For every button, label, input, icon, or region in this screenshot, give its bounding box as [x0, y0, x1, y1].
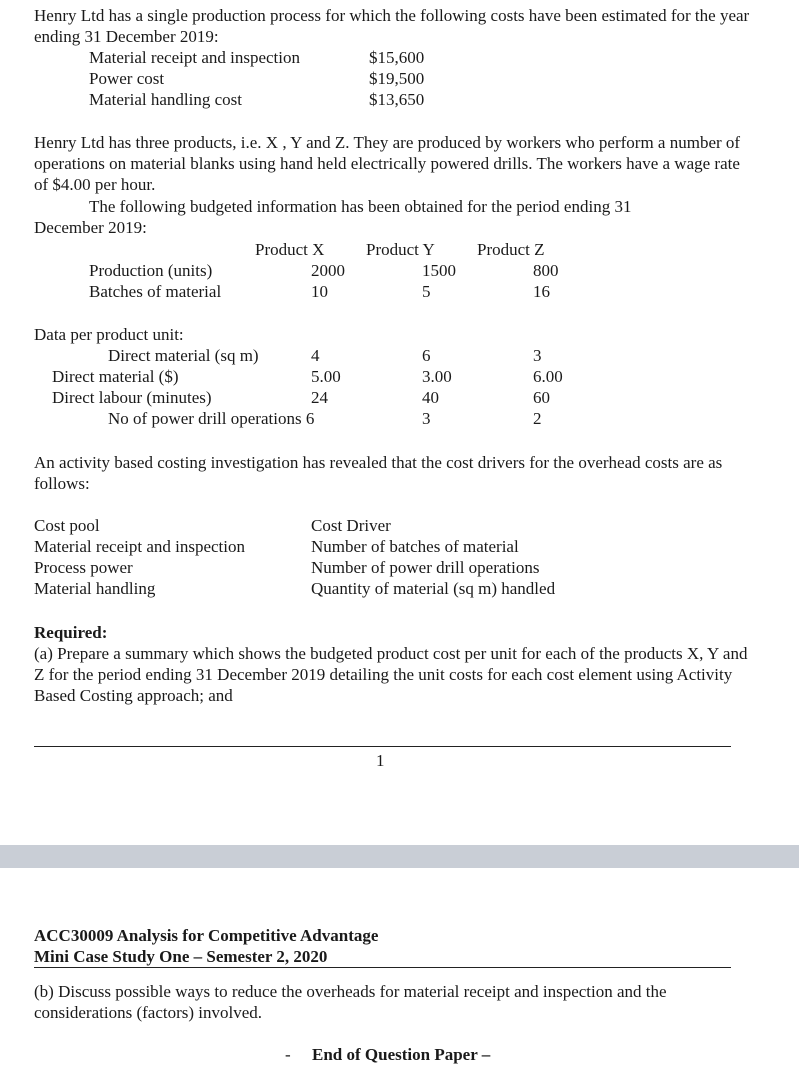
pool-receipt: Material receipt and inspection [34, 537, 245, 556]
batches-y: 5 [422, 282, 431, 301]
required-part-b: (b) Discuss possible ways to reduce the overheads for material receipt and inspection and the considerations (factors) involved. [34, 982, 667, 1022]
dm-sqm-x: 4 [311, 346, 320, 365]
end-dash: - [285, 1045, 291, 1064]
drill-ops-z: 2 [533, 409, 542, 428]
dm-dollars-x: 5.00 [311, 367, 341, 386]
cost-label-handling: Material handling cost [89, 90, 242, 109]
drill-ops-y: 3 [422, 409, 431, 428]
budget-line-1: The following budgeted information has been obtained for the period ending 31 [89, 197, 632, 216]
production-x: 2000 [311, 261, 345, 280]
row-label-dm-dollars: Direct material ($) [52, 367, 179, 386]
abc-paragraph: An activity based costing investigation has revealed that the cost drivers for the overhead costs are as follows: [34, 453, 723, 493]
header-rule [34, 967, 731, 968]
row-label-batches: Batches of material [89, 282, 222, 301]
dm-dollars-z: 6.00 [533, 367, 563, 386]
cost-label-power: Power cost [89, 69, 165, 88]
dm-sqm-z: 3 [533, 346, 542, 365]
production-z: 800 [533, 261, 559, 280]
dm-sqm-y: 6 [422, 346, 431, 365]
labour-y: 40 [422, 388, 439, 407]
labour-x: 24 [311, 388, 328, 407]
header-product-y: Product Y [366, 240, 435, 259]
intro-paragraph: Henry Ltd has a single production process for which the following costs have been estimated for the year ending 31 December 2019: [34, 6, 750, 46]
driver-receipt: Number of batches of material [311, 537, 519, 556]
page-footer-rule [34, 746, 731, 747]
required-part-a: (a) Prepare a summary which shows the budgeted product cost per unit for each of the products X, Y and Z for the period ending 31 December 2019 detailing the unit costs for each cost element using Activity Based Costing approach; and [34, 644, 748, 705]
header-product-x: Product X [255, 240, 325, 259]
end-of-paper: End of Question Paper – [312, 1045, 491, 1064]
cost-pool-header: Cost pool [34, 516, 100, 535]
case-study-title: Mini Case Study One – Semester 2, 2020 [34, 947, 328, 966]
budget-line-2: December 2019: [34, 218, 147, 237]
cost-amount-receipt: $15,600 [369, 48, 425, 67]
row-label-labour: Direct labour (minutes) [52, 388, 212, 407]
course-title: ACC30009 Analysis for Competitive Advantage [34, 926, 379, 945]
row-label-dm-sqm: Direct material (sq m) [108, 346, 259, 365]
cost-amount-power: $19,500 [369, 69, 425, 88]
page-break-band [0, 845, 799, 868]
required-label: Required: [34, 623, 108, 642]
cost-amount-handling: $13,650 [369, 90, 425, 109]
batches-x: 10 [311, 282, 328, 301]
data-per-unit-label: Data per product unit: [34, 325, 184, 344]
labour-z: 60 [533, 388, 550, 407]
production-y: 1500 [422, 261, 456, 280]
pool-handling: Material handling [34, 579, 156, 598]
page-number: 1 [376, 751, 385, 770]
dm-dollars-y: 3.00 [422, 367, 452, 386]
header-product-z: Product Z [477, 240, 545, 259]
cost-driver-header: Cost Driver [311, 516, 391, 535]
products-paragraph: Henry Ltd has three products, i.e. X , Y and Z. They are produced by workers who perform a number of operations on material blanks using hand held electrically powered drills. The workers have a wage rate of $4.00 per hour. [34, 133, 741, 194]
driver-power: Number of power drill operations [311, 558, 540, 577]
pool-power: Process power [34, 558, 133, 577]
batches-z: 16 [533, 282, 550, 301]
driver-handling: Quantity of material (sq m) handled [311, 579, 556, 598]
row-label-production: Production (units) [89, 261, 213, 280]
row-label-drill-ops: No of power drill operations 6 [108, 409, 315, 428]
cost-label-receipt: Material receipt and inspection [89, 48, 300, 67]
